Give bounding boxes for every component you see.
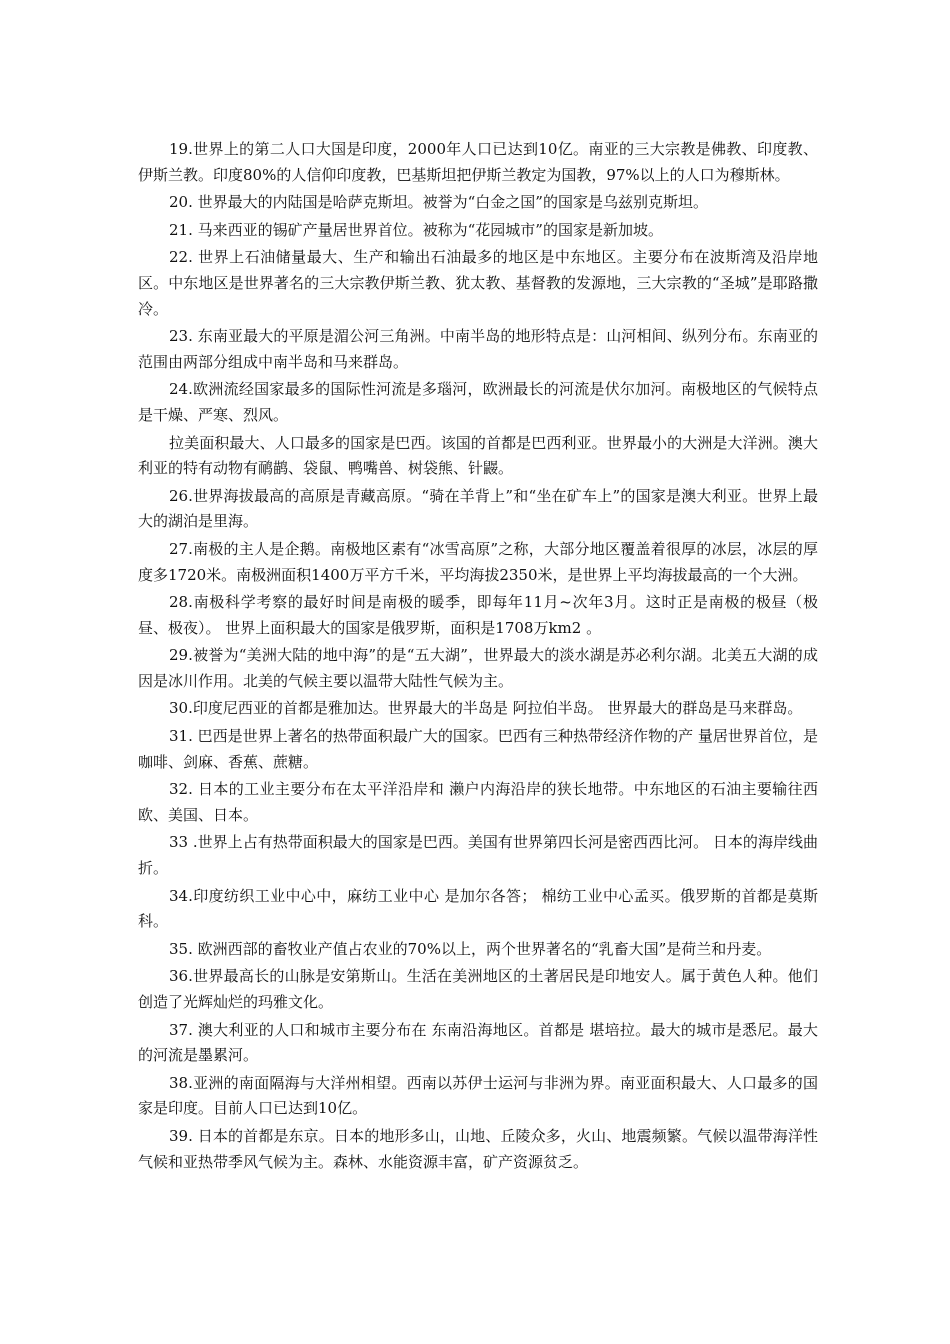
paragraph-26: 26.世界海拔最高的高原是青藏高原。“骑在羊背上”和“坐在矿车上”的国家是澳大利亚。世界上最大的湖泊是里海。	[138, 486, 818, 531]
paragraph-27: 27.南极的主人是企鹅。南极地区素有“冰雪高原”之称，大部分地区覆盖着很厚的冰层，冰层的厚度多1720米。南极洲面积1400万平方千米，平均海拔2350米，是世界上平均海拔最高的一个大洲。	[138, 539, 818, 584]
document-body	[138, 137, 818, 1177]
paragraph-39: 39. 日本的首都是东京。日本的地形多山，山地、丘陵众多，火山、地震频繁。气候以温带海洋性气候和亚热带季风气候为主。森林、水能资源丰富，矿产资源贫乏。	[138, 1126, 818, 1171]
paragraph-33: 33 .世界上占有热带面积最大的国家是巴西。美国有世界第四长河是密西西比河。 日本的海岸线曲折。	[138, 833, 818, 878]
paragraph-21: 21. 马来西亚的锡矿产量居世界首位。被称为“花园城市”的国家是新加坡。	[169, 220, 663, 239]
paragraph-38: 38.亚洲的南面隔海与大洋州相望。西南以苏伊士运河与非洲为界。南亚面积最大、人口最多的国家是印度。目前人口已达到10亿。	[138, 1073, 818, 1118]
paragraph-31: 31. 巴西是世界上著名的热带面积最广大的国家。巴西有三种热带经济作物的产 量居世界首位，是咖啡、剑麻、香蕉、蔗糖。	[138, 727, 818, 771]
paragraph-19: 19.世界上的第二人口大国是印度，2000年人口已达到10亿。南亚的三大宗教是佛教、印度教、伊斯兰教。印度80%的人信仰印度教，巴基斯坦把伊斯兰教定为国教，97%以上的人口为穆斯林。	[138, 140, 818, 184]
paragraph-25: 拉美面积最大、人口最多的国家是巴西。该国的首都是巴西利亚。世界最小的大洲是大洋洲。澳大利亚的特有动物有鸸鹋、袋鼠、鸭嘴兽、树袋熊、针鼹。	[138, 433, 818, 478]
paragraph-24: 24.欧洲流经国家最多的国际性河流是多瑙河，欧洲最长的河流是伏尔加河。南极地区的气候特点是干燥、严寒、烈风。	[138, 380, 818, 424]
paragraph-36: 36.世界最高长的山脉是安第斯山。生活在美洲地区的土著居民是印地安人。属于黄色人种。他们创造了光辉灿烂的玛雅文化。	[138, 967, 818, 1011]
paragraph-30: 30.印度尼西亚的首都是雅加达。世界最大的半岛是 阿拉伯半岛。 世界最大的群岛是马来群岛。	[169, 699, 803, 718]
paragraph-35: 35. 欧洲西部的畜牧业产值占农业的70%以上，两个世界著名的“乳畜大国”是荷兰和丹麦。	[169, 939, 772, 958]
paragraph-32: 32. 日本的工业主要分布在太平洋沿岸和 濑户内海沿岸的狭长地带。中东地区的石油主要输往西欧、美国、日本。	[138, 780, 818, 824]
paragraph-22: 22. 世界上石油储量最大、生产和输出石油最多的地区是中东地区。主要分布在波斯湾及沿岸地区。中东地区是世界著名的三大宗教伊斯兰教、犹太教、基督教的发源地，三大宗教的“圣城”是耶路撒冷。	[138, 248, 818, 318]
paragraph-29: 29.被誉为“美洲大陆的地中海”的是“五大湖”，世界最大的淡水湖是苏必利尔湖。北美五大湖的成因是冰川作用。北美的气候主要以温带大陆性气候为主。	[138, 646, 818, 690]
paragraph-34: 34.印度纺织工业中心中，麻纺工业中心 是加尔各答； 棉纺工业中心孟买。俄罗斯的首都是莫斯科。	[138, 886, 818, 931]
paragraph-28: 28.南极科学考察的最好时间是南极的暖季，即每年11月~次年3月。这时正是南极的极昼（极昼、极夜）。 世界上面积最大的国家是俄罗斯，面积是1708万km2 。	[138, 593, 818, 637]
paragraph-37: 37. 澳大利亚的人口和城市主要分布在 东南沿海地区。首都是 堪培拉。最大的城市是悉尼。最大的河流是墨累河。	[138, 1020, 818, 1065]
paragraph-20: 20. 世界最大的内陆国是哈萨克斯坦。被誉为“白金之国”的国家是乌兹别克斯坦。	[169, 193, 708, 212]
paragraph-23: 23. 东南亚最大的平原是湄公河三角洲。中南半岛的地形特点是：山河相间、纵列分布。东南亚的范围由两部分组成中南半岛和马来群岛。	[138, 327, 818, 371]
